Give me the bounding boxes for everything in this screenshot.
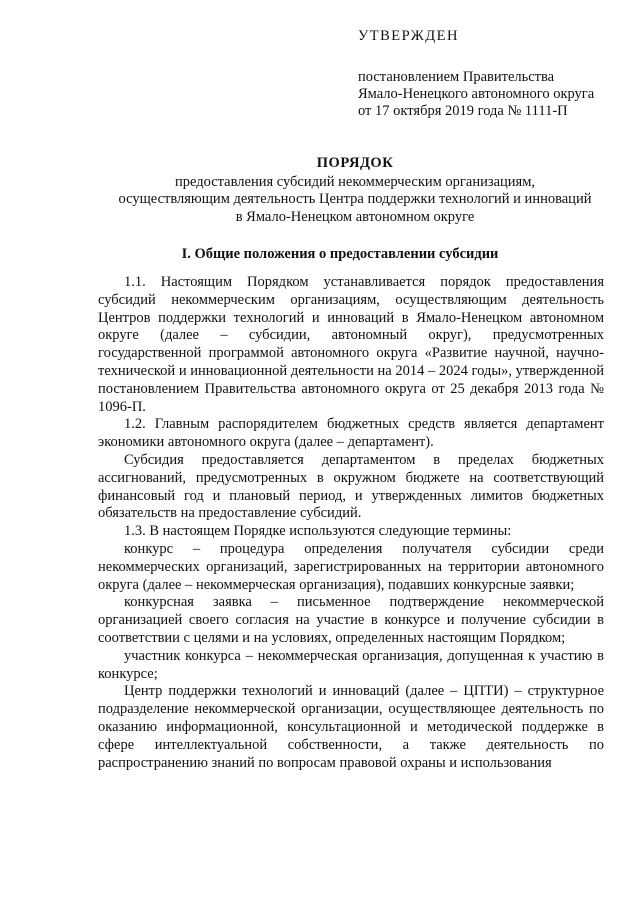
paragraph-1-1: 1.1. Настоящим Порядком устанавливается порядок предоставления субсидий некоммерческим организациям, осуществляющим деятельность Центров поддержки технологий и инноваций в Ямало-Ненецком автономном округе (далее – субсидии, автономный округ), предусмотренных государственной программой автономного округа «Развитие научной, научно-технической и инновационной деятельности на 2014 – 2024 годы», утвержденной постановлением Правительства автономного округа от 25 декабря 2013 года № 1096-П. <box>98 274 604 415</box>
approval-line-1: постановлением Правительства <box>358 69 555 85</box>
document-title: ПОРЯДОК <box>316 155 394 171</box>
term-contest: конкурс – процедура определения получателя субсидии среди некоммерческих организаций, зарегистрированных на территории автономного округа (далее – некоммерческая организация), подавших конкурсные заявки; <box>98 540 604 593</box>
term-center: Центр поддержки технологий и инноваций (далее – ЦПТИ) – структурное подразделение некоммерческой организации, осуществляющее деятельность по оказанию информационной, консультационной и методической поддержке в сфере интеллектуальной собственности, а также деятельность по распространению знаний по вопросам правовой охраны и использования <box>98 683 604 771</box>
heading-line-1: предоставления субсидий некоммерческим организациям, <box>174 173 535 190</box>
paragraph-1-3: 1.3. В настоящем Порядке используются следующие термины: <box>124 523 512 540</box>
document-body <box>98 274 604 772</box>
term-participant: участник конкурса – некоммерческая организация, допущенная к участию в конкурсе; <box>98 647 604 682</box>
approval-line-2: Ямало-Ненецкого автономного округа <box>358 86 595 102</box>
section-title: I. Общие положения о предоставлении субсидии <box>181 246 499 262</box>
paragraph-subsidy: Субсидия предоставляется департаментом в пределах бюджетных ассигнований, предусмотренных в окружном бюджете на соответствующий финансовый год и плановый период, и утвержденных лимитов бюджетных обязательств на предоставление субсидий. <box>98 451 604 522</box>
term-application: конкурсная заявка – письменное подтверждение некоммерческой организацией своего согласия на участие в конкурсе и получение субсидии в соответствии с целями и на условиях, определенных настоящим Порядком; <box>98 594 604 646</box>
approved-label: УТВЕРЖДЕН <box>358 28 459 44</box>
heading-line-2: осуществляющим деятельность Центра поддержки технологий и инноваций <box>118 191 592 207</box>
approval-line-3: от 17 октября 2019 года № 1111-П <box>358 103 568 119</box>
paragraph-1-2: 1.2. Главным распорядителем бюджетных средств является департамент экономики автономного округа (далее – департамент). <box>98 416 604 451</box>
document-heading <box>90 155 620 226</box>
approval-stamp <box>358 28 618 120</box>
heading-line-3: в Ямало-Ненецком автономном округе <box>235 208 475 225</box>
